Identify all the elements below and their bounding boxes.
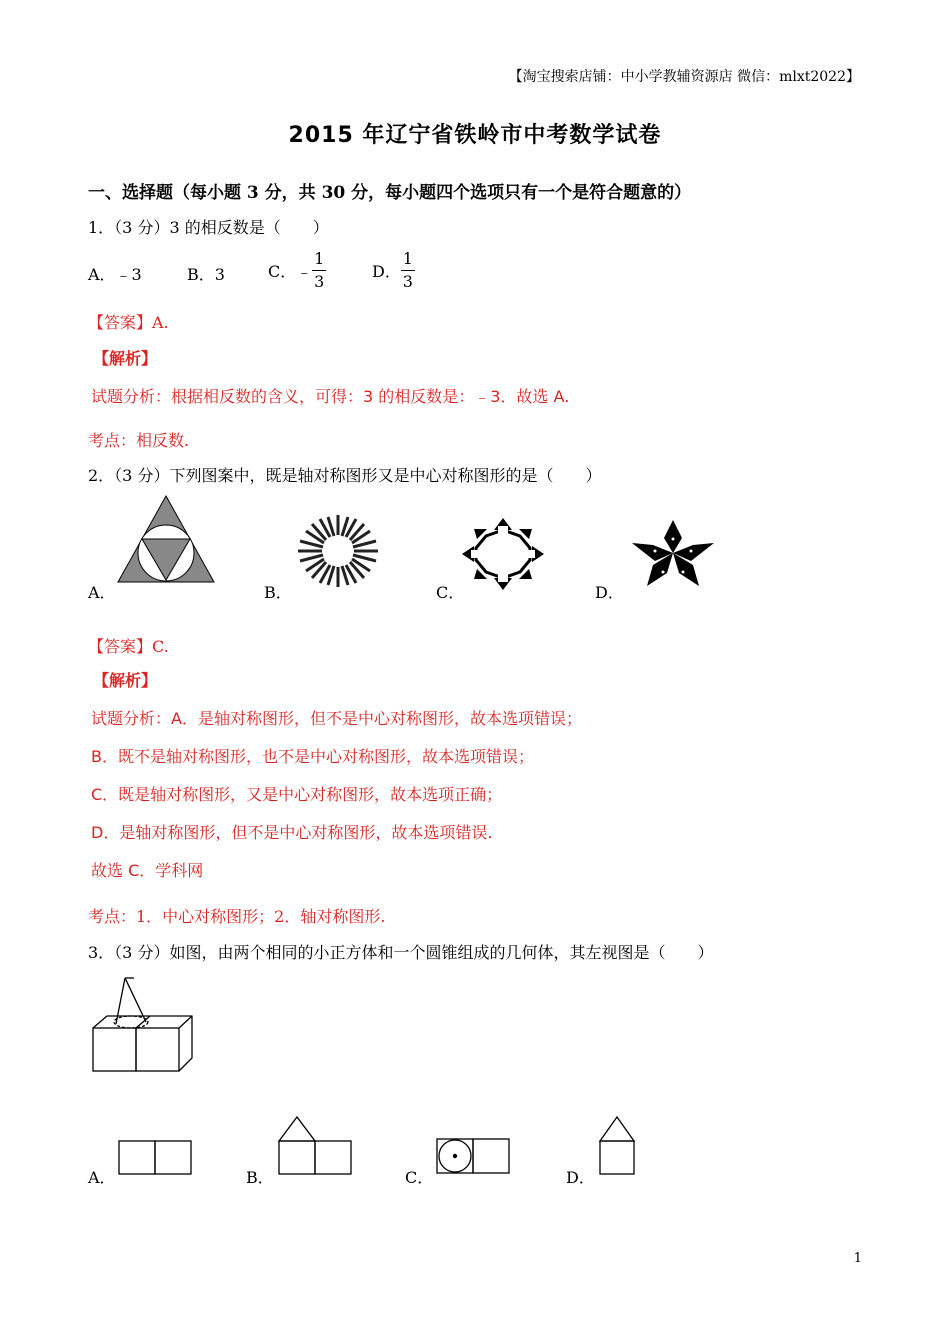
- page-title: 2015 年辽宁省铁岭市中考数学试卷: [288, 123, 662, 148]
- q3-option-b-figure: [278, 1114, 352, 1176]
- q3-option-a: A．: [88, 1168, 116, 1187]
- q2-figure-d: [632, 520, 714, 586]
- q2-option-c: C．: [436, 583, 465, 602]
- q2-analysis-line: 试题分析：A．是轴对称图形，但不是中心对称图形，故本选项错误；: [91, 709, 582, 728]
- q1-option-c-label: C．﹣: [268, 262, 313, 281]
- q1-option-c: [268, 248, 326, 293]
- q1-stem: 1．（3 分）3 的相反数是（ ）: [88, 218, 329, 237]
- q2-analysis-line: C．既是轴对称图形，又是中心对称图形，故本选项正确；: [91, 785, 503, 804]
- q2-point: 考点：1．中心对称图形；2．轴对称图形.: [88, 907, 386, 926]
- q3-option-b: B．: [246, 1168, 274, 1187]
- q3-option-d-figure: [598, 1114, 638, 1176]
- q2-answer: 【答案】C.: [88, 637, 169, 656]
- q2-figure-c: [462, 518, 544, 590]
- denominator: 3: [402, 272, 413, 291]
- q1-option-a: A．﹣3: [88, 265, 142, 284]
- q1-option-b: B．3: [187, 265, 225, 284]
- q2-option-b: B．: [264, 583, 292, 602]
- q1-option-d-label: D．: [372, 262, 401, 281]
- q1-answer: 【答案】A.: [88, 313, 169, 332]
- q3-option-c: C．: [405, 1168, 434, 1187]
- q3-stem: 3．（3 分）如图，由两个相同的小正方体和一个圆锥组成的几何体，其左视图是（ ）: [88, 943, 714, 962]
- q3-option-a-figure: [118, 1140, 192, 1176]
- numerator: 1: [402, 249, 413, 268]
- fraction: [401, 248, 415, 293]
- q1-analysis-title: 【解析】: [93, 349, 158, 368]
- page-number: 1: [853, 1251, 862, 1266]
- page-header: 【淘宝搜索店铺：中小学教辅资源店 微信：mlxt2022】: [508, 69, 860, 85]
- q2-analysis-title: 【解析】: [93, 671, 158, 690]
- q2-analysis-line: D．是轴对称图形，但不是中心对称图形，故本选项错误.: [91, 823, 493, 842]
- fraction: [312, 248, 326, 293]
- denominator: 3: [314, 272, 325, 291]
- q2-option-a: A．: [88, 583, 116, 602]
- q2-option-d: D．: [595, 583, 624, 602]
- q1-option-d: [372, 248, 415, 293]
- q3-solid-figure: [90, 976, 194, 1074]
- q3-option-c-figure: [436, 1138, 510, 1175]
- q2-analysis-line: B．既不是轴对称图形，也不是中心对称图形，故本选项错误；: [91, 747, 534, 766]
- section-heading: 一、选择题（每小题 3 分，共 30 分，每小题四个选项只有一个是符合题意的）: [88, 183, 692, 203]
- q2-figure-a: [116, 494, 216, 584]
- q2-figure-b: [296, 514, 380, 588]
- numerator: 1: [314, 249, 325, 268]
- q1-analysis: 试题分析：根据相反数的含义，可得：3 的相反数是：﹣3．故选 A.: [91, 387, 570, 406]
- q1-point: 考点：相反数.: [88, 431, 190, 450]
- q2-analysis-line: 故选 C．学科网: [91, 861, 204, 880]
- q3-option-d: D．: [566, 1168, 595, 1187]
- q2-stem: 2．（3 分）下列图案中，既是轴对称图形又是中心对称图形的是（ ）: [88, 466, 602, 485]
